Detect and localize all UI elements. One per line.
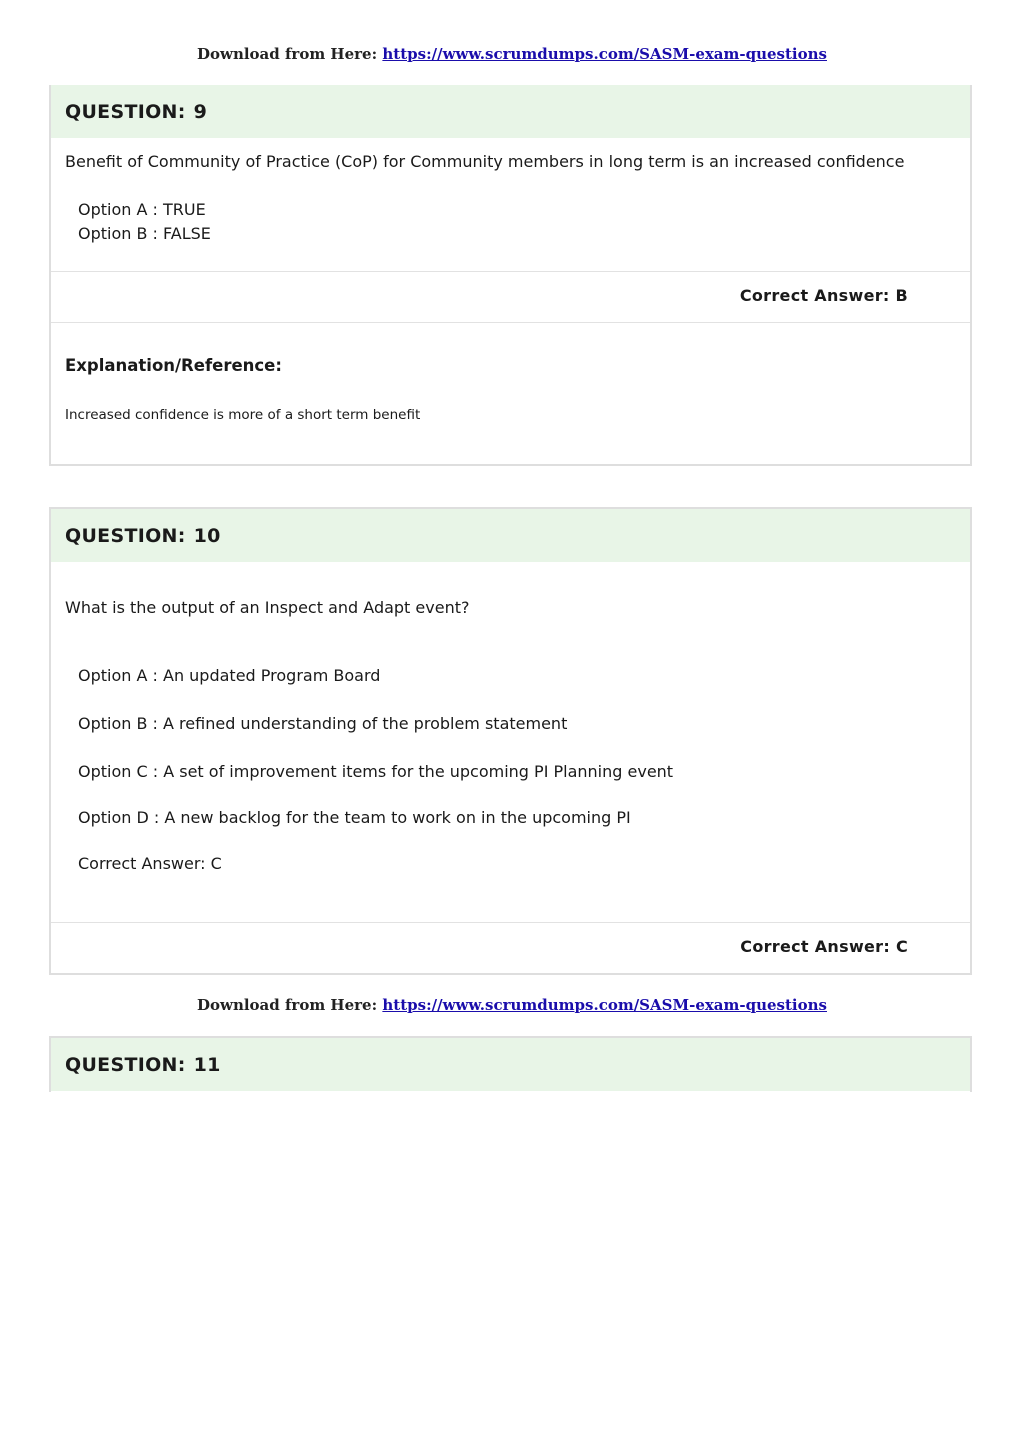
divider <box>51 922 970 923</box>
correct-answer: Correct Answer: B <box>739 286 908 305</box>
inline-correct-answer: Correct Answer: C <box>78 854 222 873</box>
question-number: 9 <box>193 100 208 123</box>
option-c: Option C : A set of improvement items for the upcoming PI Planning event <box>78 762 674 781</box>
question-number: 10 <box>193 524 221 547</box>
question-label: QUESTION: <box>65 100 186 123</box>
option-b: Option B : A refined understanding of the problem statement <box>78 714 568 733</box>
download-link[interactable]: https://www.scrumdumps.com/SASM-exam-questions <box>382 45 827 63</box>
option-d: Option D : A new backlog for the team to work on in the upcoming PI <box>78 808 631 827</box>
question-number: 11 <box>193 1053 221 1076</box>
question-card-11 <box>49 1036 972 1092</box>
question-label: QUESTION: <box>65 1053 186 1076</box>
question-text: Benefit of Community of Practice (CoP) for Community members in long term is an increased confidence <box>65 152 905 171</box>
download-label: Download from Here: <box>197 996 378 1014</box>
question-header <box>51 1038 970 1091</box>
option-b: Option B : FALSE <box>78 224 211 243</box>
question-header <box>51 509 970 562</box>
question-text: What is the output of an Inspect and Adapt event? <box>65 598 470 617</box>
option-a: Option A : An updated Program Board <box>78 666 381 685</box>
question-header <box>51 85 970 138</box>
download-link[interactable]: https://www.scrumdumps.com/SASM-exam-questions <box>382 996 827 1014</box>
explanation-title: Explanation/Reference: <box>65 356 282 375</box>
option-a: Option A : TRUE <box>78 200 206 219</box>
divider <box>51 271 970 272</box>
correct-answer: Correct Answer: C <box>740 937 908 956</box>
download-label: Download from Here: <box>197 45 378 63</box>
divider <box>51 322 970 323</box>
download-banner-top <box>0 45 1024 63</box>
question-label: QUESTION: <box>65 524 186 547</box>
download-banner-bottom <box>0 996 1024 1014</box>
question-card-9 <box>49 85 972 466</box>
question-card-10 <box>49 507 972 975</box>
explanation-text: Increased confidence is more of a short term benefit <box>65 407 421 423</box>
